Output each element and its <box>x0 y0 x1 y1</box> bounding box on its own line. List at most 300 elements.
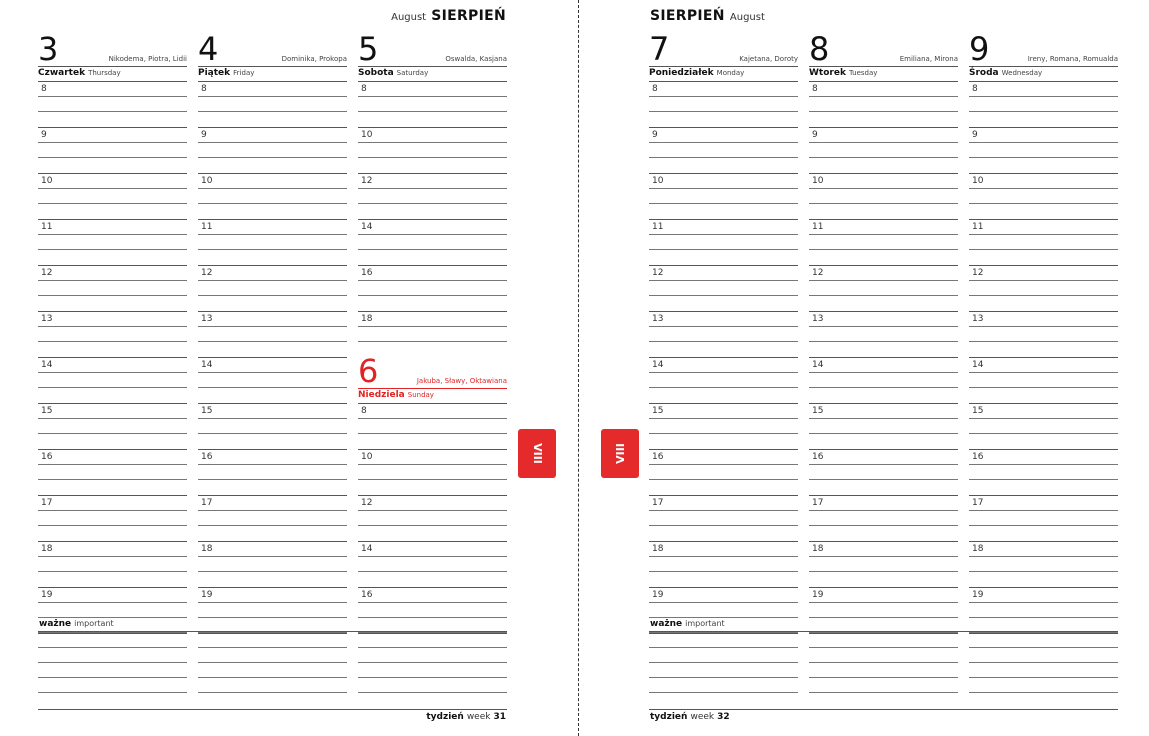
important-writing-line <box>198 677 347 678</box>
writing-line <box>649 387 798 388</box>
writing-line <box>38 249 187 250</box>
slot-separator <box>38 495 187 496</box>
hour-line <box>358 188 507 189</box>
hour-label: 19 <box>812 590 824 600</box>
writing-line <box>809 111 958 112</box>
hour-line <box>969 188 1118 189</box>
hour-line <box>38 280 187 281</box>
day-name-pl: Czwartek <box>38 68 86 78</box>
slot-separator <box>198 311 347 312</box>
important-writing-line <box>38 632 187 633</box>
slot-separator <box>38 127 187 128</box>
hour-line <box>358 234 507 235</box>
day-name-pl: Środa <box>969 68 999 78</box>
left-week-footer <box>426 712 506 722</box>
slot-separator <box>809 449 958 450</box>
slot-separator <box>198 495 347 496</box>
day-name <box>809 68 877 78</box>
slot-separator <box>649 127 798 128</box>
slot-separator <box>358 633 507 634</box>
hour-label: 18 <box>201 544 213 554</box>
important-writing-line <box>198 692 347 693</box>
hour-line <box>38 142 187 143</box>
right-important-label <box>650 619 725 629</box>
writing-line <box>809 295 958 296</box>
left-week-en: week <box>466 712 491 722</box>
day-name-en: Tuesday <box>848 69 878 77</box>
writing-line <box>198 111 347 112</box>
hour-label: 19 <box>201 590 213 600</box>
important-writing-line <box>358 677 507 678</box>
hour-line <box>969 234 1118 235</box>
slot-separator <box>198 449 347 450</box>
slot-separator <box>809 633 958 634</box>
slot-separator <box>809 403 958 404</box>
hour-label: 13 <box>201 314 213 324</box>
slot-separator <box>969 403 1118 404</box>
hour-line <box>809 556 958 557</box>
slot-separator <box>809 311 958 312</box>
hour-line <box>809 602 958 603</box>
slot-separator <box>38 173 187 174</box>
hour-line <box>809 510 958 511</box>
hour-label: 19 <box>652 590 664 600</box>
day-name <box>38 68 121 78</box>
hour-label: 15 <box>41 406 53 416</box>
day-header-rule <box>358 388 507 389</box>
slot-separator <box>969 541 1118 542</box>
hour-line <box>809 418 958 419</box>
slot-separator <box>358 449 507 450</box>
hour-line <box>649 234 798 235</box>
hour-label: 16 <box>361 590 373 600</box>
hour-line <box>649 510 798 511</box>
name-days: Oswalda, Kasjana <box>445 55 507 63</box>
important-writing-line <box>38 692 187 693</box>
writing-line <box>649 525 798 526</box>
right-week-footer <box>650 712 730 722</box>
writing-line <box>969 249 1118 250</box>
slot-separator <box>38 311 187 312</box>
hour-line <box>809 280 958 281</box>
hour-label: 8 <box>972 84 978 94</box>
hour-line <box>358 142 507 143</box>
writing-line <box>809 341 958 342</box>
hour-line <box>809 96 958 97</box>
hour-line <box>649 96 798 97</box>
hour-line <box>358 280 507 281</box>
day-name <box>358 390 434 400</box>
slot-separator <box>38 403 187 404</box>
left-week-number: 31 <box>493 712 506 722</box>
writing-line <box>809 203 958 204</box>
slot-separator <box>198 219 347 220</box>
writing-line <box>358 479 507 480</box>
writing-line <box>358 341 507 342</box>
page-fold-separator <box>578 0 579 736</box>
hour-label: 18 <box>972 544 984 554</box>
hour-line <box>649 280 798 281</box>
hour-line <box>809 188 958 189</box>
slot-separator <box>809 265 958 266</box>
slot-separator <box>969 173 1118 174</box>
hour-label: 11 <box>652 222 664 232</box>
writing-line <box>809 525 958 526</box>
page-bottom-rule-left <box>38 709 507 710</box>
hour-label: 14 <box>812 360 824 370</box>
hour-label: 9 <box>812 130 818 140</box>
day-name-rule <box>649 81 798 82</box>
important-writing-line <box>358 662 507 663</box>
hour-label: 19 <box>41 590 53 600</box>
hour-line <box>38 510 187 511</box>
hour-label: 16 <box>812 452 824 462</box>
important-writing-line <box>969 632 1118 633</box>
writing-line <box>198 249 347 250</box>
day-name-rule <box>358 81 507 82</box>
writing-line <box>969 433 1118 434</box>
writing-line <box>358 157 507 158</box>
slot-separator <box>969 127 1118 128</box>
slot-separator <box>809 173 958 174</box>
hour-label: 17 <box>41 498 53 508</box>
writing-line <box>198 295 347 296</box>
important-writing-line <box>38 677 187 678</box>
slot-separator <box>809 219 958 220</box>
writing-line <box>649 479 798 480</box>
slot-separator <box>358 541 507 542</box>
day-name-en: Saturday <box>396 69 429 77</box>
hour-line <box>198 556 347 557</box>
writing-line <box>969 111 1118 112</box>
important-writing-line <box>969 677 1118 678</box>
hour-label: 9 <box>41 130 47 140</box>
slot-separator <box>809 357 958 358</box>
day-name-en: Wednesday <box>1001 69 1043 77</box>
slot-separator <box>358 587 507 588</box>
right-important-en: important <box>685 619 725 628</box>
left-important-pl: ważne <box>39 619 72 629</box>
hour-line <box>38 96 187 97</box>
hour-label: 10 <box>201 176 213 186</box>
hour-line <box>649 418 798 419</box>
slot-separator <box>969 587 1118 588</box>
month-tab-right-label: VIII <box>613 443 627 464</box>
hour-line <box>649 372 798 373</box>
hour-label: 16 <box>652 452 664 462</box>
hour-label: 8 <box>812 84 818 94</box>
hour-line <box>969 372 1118 373</box>
hour-line <box>38 188 187 189</box>
hour-line <box>969 602 1118 603</box>
slot-separator <box>649 587 798 588</box>
name-days: Jakuba, Sławy, Oktawiana <box>416 377 507 385</box>
writing-line <box>198 433 347 434</box>
day-name-pl: Sobota <box>358 68 394 78</box>
day-name-pl: Niedziela <box>358 390 405 400</box>
hour-label: 14 <box>41 360 53 370</box>
day-name <box>198 68 254 78</box>
right-month-en: August <box>729 12 765 23</box>
writing-line <box>809 617 958 618</box>
writing-line <box>649 111 798 112</box>
writing-line <box>198 525 347 526</box>
hour-label: 10 <box>972 176 984 186</box>
hour-label: 12 <box>972 268 984 278</box>
writing-line <box>38 341 187 342</box>
day-number: 3 <box>38 30 59 68</box>
writing-line <box>38 571 187 572</box>
hour-line <box>38 372 187 373</box>
slot-separator <box>649 311 798 312</box>
important-writing-line <box>809 677 958 678</box>
hour-line <box>649 464 798 465</box>
slot-separator <box>969 633 1118 634</box>
hour-line <box>969 556 1118 557</box>
slot-separator <box>198 541 347 542</box>
hour-label: 16 <box>972 452 984 462</box>
writing-line <box>969 295 1118 296</box>
writing-line <box>198 617 347 618</box>
hour-label: 10 <box>41 176 53 186</box>
important-writing-line <box>198 647 347 648</box>
slot-separator <box>649 633 798 634</box>
hour-label: 12 <box>201 268 213 278</box>
writing-line <box>358 617 507 618</box>
important-writing-line <box>969 662 1118 663</box>
writing-line <box>38 387 187 388</box>
slot-separator <box>198 127 347 128</box>
left-month-en: August <box>391 12 427 23</box>
writing-line <box>38 525 187 526</box>
hour-label: 14 <box>652 360 664 370</box>
slot-separator <box>649 495 798 496</box>
writing-line <box>198 203 347 204</box>
slot-separator <box>969 311 1118 312</box>
hour-label: 8 <box>652 84 658 94</box>
hour-label: 17 <box>812 498 824 508</box>
day-name-rule <box>809 81 958 82</box>
slot-separator <box>358 127 507 128</box>
writing-line <box>198 341 347 342</box>
hour-line <box>198 234 347 235</box>
hour-label: 9 <box>201 130 207 140</box>
hour-label: 8 <box>41 84 47 94</box>
hour-label: 8 <box>201 84 207 94</box>
hour-line <box>38 464 187 465</box>
writing-line <box>809 479 958 480</box>
slot-separator <box>198 403 347 404</box>
right-week-number: 32 <box>717 712 730 722</box>
writing-line <box>38 203 187 204</box>
hour-label: 14 <box>361 544 373 554</box>
hour-label: 14 <box>201 360 213 370</box>
day-name-en: Monday <box>716 69 745 77</box>
writing-line <box>809 571 958 572</box>
hour-line <box>198 280 347 281</box>
name-days: Kajetana, Doroty <box>739 55 798 63</box>
left-week-pl: tydzień <box>426 712 464 722</box>
slot-separator <box>358 265 507 266</box>
slot-separator <box>649 173 798 174</box>
hour-label: 11 <box>41 222 53 232</box>
writing-line <box>969 525 1118 526</box>
month-tab-right[interactable] <box>601 429 639 478</box>
writing-line <box>969 157 1118 158</box>
day-header-rule <box>38 66 187 67</box>
slot-separator <box>649 265 798 266</box>
hour-label: 15 <box>812 406 824 416</box>
important-writing-line <box>358 632 507 633</box>
slot-separator <box>198 265 347 266</box>
important-writing-line <box>809 692 958 693</box>
day-name <box>969 68 1042 78</box>
writing-line <box>809 157 958 158</box>
left-important-en: important <box>74 619 114 628</box>
writing-line <box>649 341 798 342</box>
left-page-header <box>391 5 506 24</box>
day-number: 7 <box>649 30 670 68</box>
writing-line <box>358 571 507 572</box>
hour-label: 14 <box>361 222 373 232</box>
hour-line <box>38 556 187 557</box>
hour-line <box>358 418 507 419</box>
name-days: Dominika, Prokopa <box>281 55 347 63</box>
writing-line <box>969 203 1118 204</box>
writing-line <box>969 479 1118 480</box>
hour-line <box>969 326 1118 327</box>
hour-line <box>649 188 798 189</box>
hour-line <box>358 602 507 603</box>
right-page-header <box>650 5 765 24</box>
hour-line <box>809 372 958 373</box>
hour-line <box>38 234 187 235</box>
writing-line <box>358 203 507 204</box>
writing-line <box>198 387 347 388</box>
left-important-label <box>39 619 114 629</box>
slot-separator <box>649 541 798 542</box>
hour-label: 9 <box>652 130 658 140</box>
day-number: 5 <box>358 30 379 68</box>
right-month-pl: SIERPIEŃ <box>650 8 725 24</box>
slot-separator <box>38 265 187 266</box>
hour-line <box>969 418 1118 419</box>
important-writing-line <box>198 662 347 663</box>
hour-line <box>38 602 187 603</box>
writing-line <box>198 571 347 572</box>
slot-separator <box>969 219 1118 220</box>
hour-line <box>358 510 507 511</box>
name-days: Ireny, Romana, Romualda <box>1027 55 1118 63</box>
slot-separator <box>198 357 347 358</box>
hour-label: 14 <box>972 360 984 370</box>
writing-line <box>38 617 187 618</box>
hour-line <box>198 464 347 465</box>
hour-line <box>198 510 347 511</box>
hour-line <box>358 326 507 327</box>
hour-label: 12 <box>41 268 53 278</box>
hour-line <box>649 602 798 603</box>
hour-line <box>38 326 187 327</box>
hour-label: 15 <box>972 406 984 416</box>
writing-line <box>649 295 798 296</box>
writing-line <box>969 341 1118 342</box>
writing-line <box>38 433 187 434</box>
hour-line <box>969 464 1118 465</box>
hour-label: 12 <box>812 268 824 278</box>
hour-label: 13 <box>972 314 984 324</box>
hour-label: 16 <box>201 452 213 462</box>
day-number: 9 <box>969 30 990 68</box>
hour-label: 16 <box>41 452 53 462</box>
writing-line <box>809 433 958 434</box>
hour-label: 11 <box>201 222 213 232</box>
slot-separator <box>38 541 187 542</box>
hour-label: 13 <box>41 314 53 324</box>
slot-separator <box>969 495 1118 496</box>
hour-line <box>649 556 798 557</box>
hour-label: 15 <box>201 406 213 416</box>
hour-line <box>358 556 507 557</box>
writing-line <box>649 617 798 618</box>
day-number: 8 <box>809 30 830 68</box>
day-name-rule <box>358 403 507 404</box>
left-month-pl: SIERPIEŃ <box>431 8 506 24</box>
hour-label: 18 <box>361 314 373 324</box>
hour-label: 10 <box>652 176 664 186</box>
important-writing-line <box>358 692 507 693</box>
day-name-rule <box>38 81 187 82</box>
hour-label: 12 <box>361 176 373 186</box>
day-header-rule <box>198 66 347 67</box>
hour-line <box>358 96 507 97</box>
name-days: Nikodema, Piotra, Lidii <box>108 55 187 63</box>
writing-line <box>358 295 507 296</box>
hour-line <box>198 96 347 97</box>
writing-line <box>649 433 798 434</box>
hour-line <box>198 602 347 603</box>
important-writing-line <box>649 647 798 648</box>
day-name-pl: Piątek <box>198 68 231 78</box>
slot-separator <box>38 587 187 588</box>
hour-label: 8 <box>361 84 367 94</box>
important-writing-line <box>38 662 187 663</box>
slot-separator <box>358 173 507 174</box>
day-number: 6 <box>358 352 379 390</box>
month-tab-left-label: VIII <box>530 443 544 464</box>
writing-line <box>969 387 1118 388</box>
page-bottom-rule-right <box>649 709 1118 710</box>
hour-label: 17 <box>652 498 664 508</box>
slot-separator <box>649 219 798 220</box>
writing-line <box>649 203 798 204</box>
important-writing-line <box>649 677 798 678</box>
slot-separator <box>649 357 798 358</box>
month-tab-left[interactable] <box>518 429 556 478</box>
writing-line <box>358 433 507 434</box>
important-writing-line <box>809 632 958 633</box>
slot-separator <box>969 449 1118 450</box>
hour-label: 18 <box>41 544 53 554</box>
slot-separator <box>358 495 507 496</box>
day-name-en: Sunday <box>407 391 434 399</box>
hour-label: 10 <box>361 452 373 462</box>
day-name <box>649 68 744 78</box>
hour-line <box>358 464 507 465</box>
writing-line <box>38 157 187 158</box>
writing-line <box>358 111 507 112</box>
slot-separator <box>198 173 347 174</box>
